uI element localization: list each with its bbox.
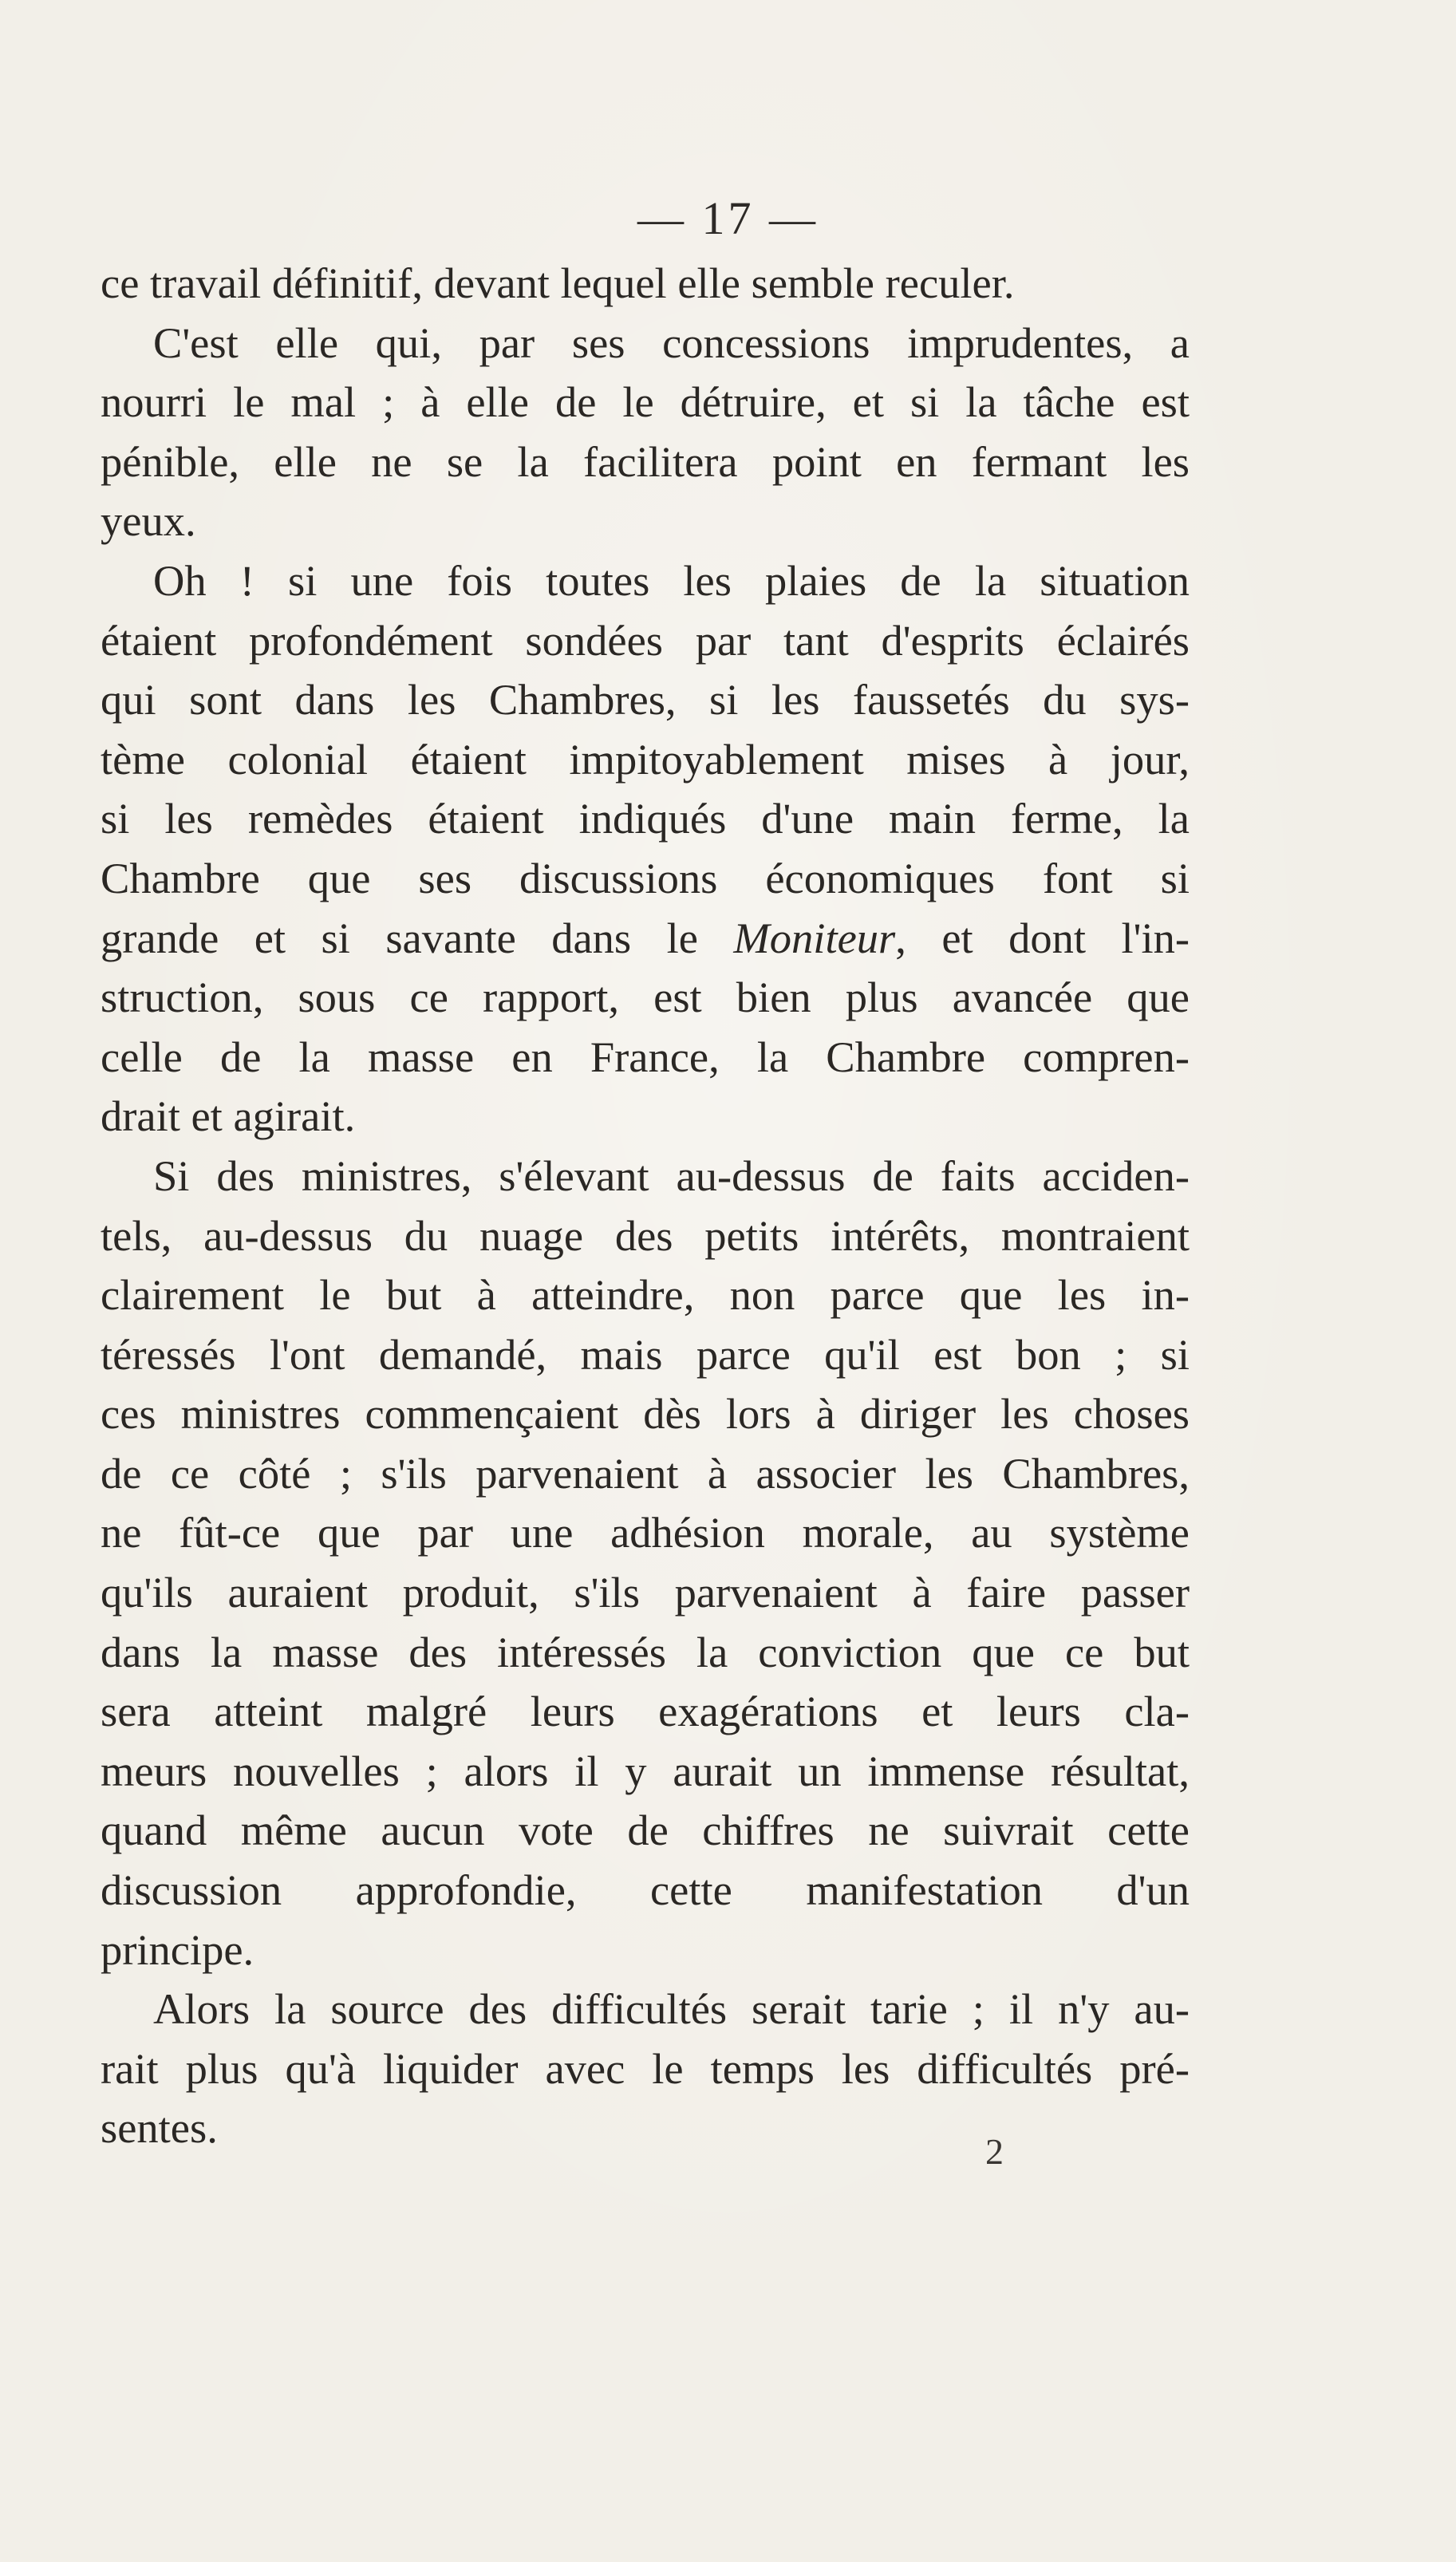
text-line: tels, au-dessus du nuage des petits intérêts, montraient	[101, 1210, 1190, 1260]
text-line: Alors la source des difficultés serait tarie ; il n'y au-	[153, 1984, 1190, 2034]
text-line: meurs nouvelles ; alors il y aurait un immense résultat,	[101, 1746, 1190, 1795]
text-line: sera atteint malgré leurs exagérations et leurs cla-	[101, 1687, 1190, 1736]
text-line: rait plus qu'à liquider avec le temps les difficultés pré-	[101, 2043, 1190, 2093]
text-line: nourri le mal ; à elle de le détruire, et si la tâche est	[101, 377, 1190, 427]
text-line: Chambre que ses discussions économiques font si	[101, 853, 1190, 902]
text-line: discussion approfondie, cette manifestation d'un	[101, 1865, 1190, 1915]
text-line: qui sont dans les Chambres, si les faussetés du sys-	[101, 675, 1190, 724]
italic-text: Moniteur	[733, 913, 896, 962]
text-line: pénible, elle ne se la facilitera point en fermant les	[101, 436, 1190, 486]
paragraph	[101, 314, 1190, 551]
text-line: principe.	[101, 1924, 255, 1974]
text-line: ces ministres commençaient dès lors à diriger les choses	[101, 1389, 1190, 1439]
text-line: ce travail définitif, devant lequel elle semble reculer.	[101, 259, 1015, 307]
text-line: ne fût-ce que par une adhésion morale, au système	[101, 1508, 1190, 1557]
text-line: celle de la masse en France, la Chambre compren-	[101, 1032, 1190, 1081]
text-line: si les remèdes étaient indiqués d'une main ferme, la	[101, 794, 1190, 843]
text-line: qu'ils auraient produit, s'ils parvenaient à faire passer	[101, 1568, 1190, 1617]
paragraph	[101, 254, 1190, 314]
text-line: grande et si savante dans le Moniteur, et dont l'in-	[101, 913, 1190, 962]
signature-mark: 2	[985, 2131, 1004, 2172]
text-line: drait et agirait.	[101, 1092, 356, 1141]
text-line: de ce côté ; s'ils parvenaient à associer les Chambres,	[101, 1448, 1190, 1498]
text-line: dans la masse des intéressés la conviction que ce but	[101, 1627, 1190, 1676]
text-line: Oh ! si une fois toutes les plaies de la situation	[153, 555, 1190, 605]
paragraph	[101, 1147, 1190, 1980]
text-line: tème colonial étaient impitoyablement mises à jour,	[101, 734, 1190, 784]
body-text	[101, 254, 1190, 2158]
text-line: Si des ministres, s'élevant au-dessus de faits acciden-	[153, 1151, 1190, 1200]
text-line: C'est elle qui, par ses concessions imprudentes, a	[153, 318, 1190, 367]
text-line: sentes.	[101, 2103, 218, 2153]
page-number-header: — 17 —	[637, 192, 819, 244]
text-line: clairement le but à atteindre, non parce que les in-	[101, 1270, 1190, 1320]
text-line: struction, sous ce rapport, est bien plus avancée que	[101, 973, 1190, 1022]
text-line: téressés l'ont demandé, mais parce qu'il est bon ; si	[101, 1329, 1190, 1379]
paragraph	[101, 1980, 1190, 2158]
text-line: yeux.	[101, 496, 196, 546]
text-line: quand même aucun vote de chiffres ne suivrait cette	[101, 1806, 1190, 1855]
text-line: étaient profondément sondées par tant d'esprits éclairés	[101, 615, 1190, 665]
paragraph	[101, 551, 1190, 1147]
